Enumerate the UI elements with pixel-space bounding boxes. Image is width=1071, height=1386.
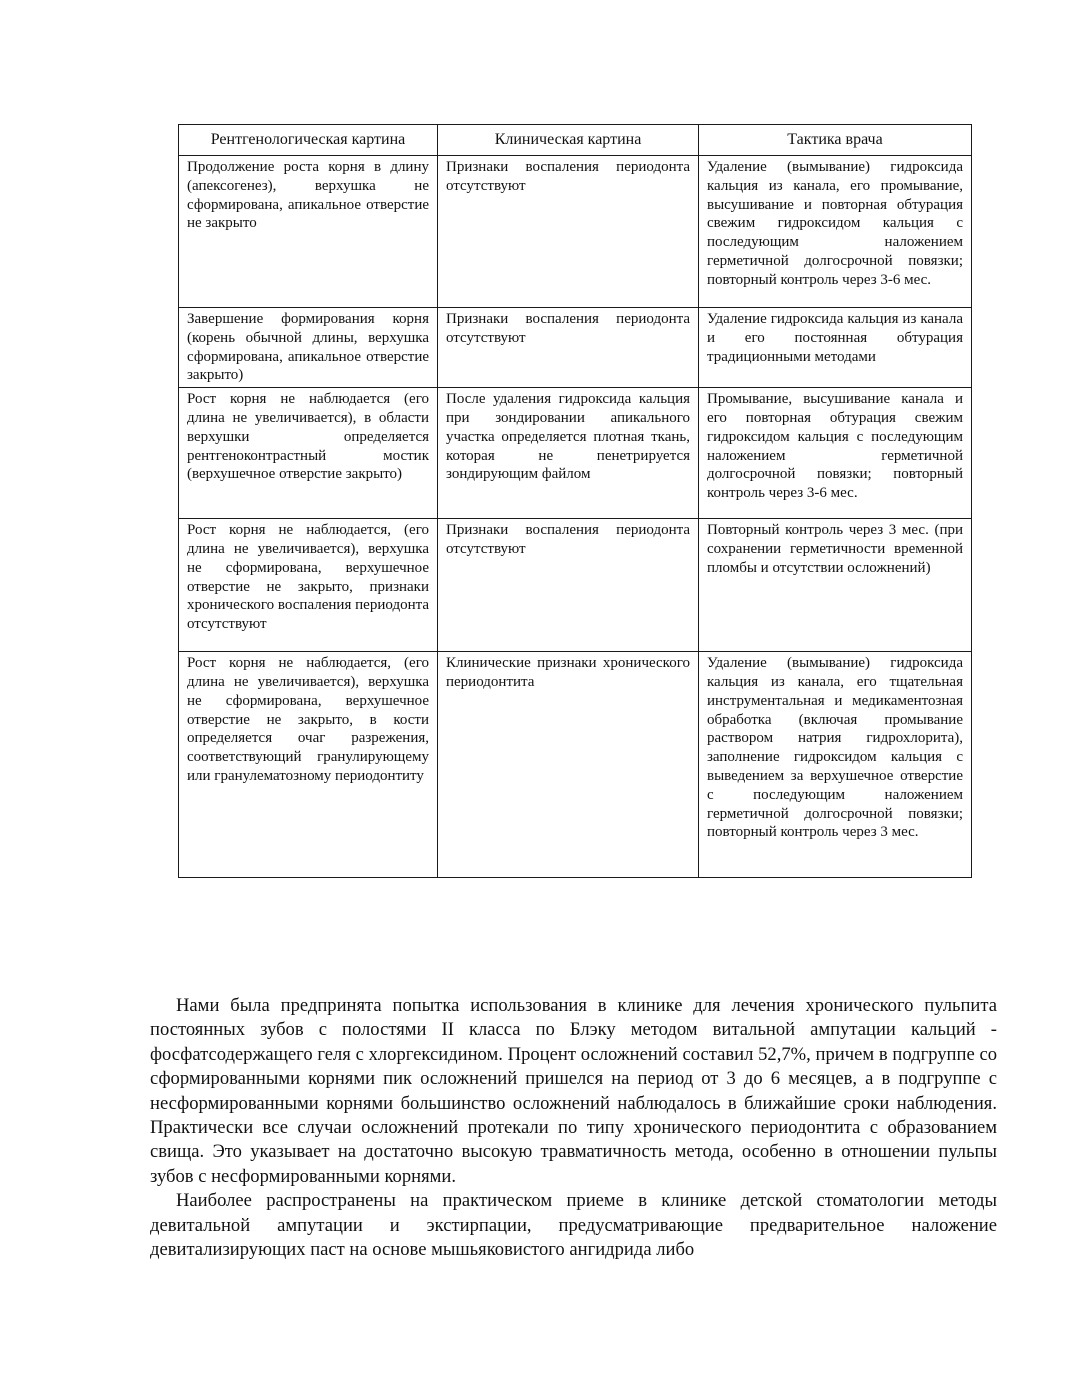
header-clinic: Клиническая картина bbox=[438, 125, 699, 156]
table-row bbox=[179, 388, 972, 519]
cell-clinic: После удаления гидроксида кальция при зондировании апикального участка определяется плотная ткань, которая не пенетрируется зондирующим файлом bbox=[438, 388, 699, 519]
cell-tactic: Удаление (вымывание) гидроксида кальция из канала, его тщательная инструментальная и медикаментозная обработка (включая промывание раствором натрия гидрохлорита), заполнение гидроксидом кальция с выведением за верхушечное отверстие с последующим наложением герметичной долгосрочной повязки; повторный контроль через 3 мес. bbox=[699, 652, 972, 878]
paragraph: Наиболее распространены на практическом приеме в клинике детской стоматологии методы девитальной ампутации и экстирпации, предусматривающие предварительное наложение девитализирующих паст на основе мышьяковистого ангидрида либо bbox=[150, 1190, 997, 1261]
cell-tactic: Промывание, высушивание канала и его повторная обтурация свежим гидроксидом кальция с последующим наложением герметичной долгосрочной повязки; повторный контроль через 3-6 мес. bbox=[699, 388, 972, 519]
cell-clinic: Признаки воспаления периодонта отсутствуют bbox=[438, 519, 699, 652]
cell-tactic: Удаление (вымывание) гидроксида кальция из канала, его промывание, высушивание и повторная обтурация свежим гидроксидом кальция с последующим наложением герметичной долгосрочной повязки; повторный контроль через 3-6 мес. bbox=[699, 156, 972, 308]
body-text bbox=[150, 994, 997, 1262]
header-xray: Рентгенологическая картина bbox=[179, 125, 438, 156]
cell-xray: Завершение формирования корня (корень обычной длины, верхушка сформирована, апикальное отверстие закрыто) bbox=[179, 308, 438, 388]
cell-xray: Рост корня не наблюдается (его длина не увеличивается), в области верхушки определяется рентгеноконтрастный мостик (верхушечное отверстие закрыто) bbox=[179, 388, 438, 519]
header-tactic: Тактика врача bbox=[699, 125, 972, 156]
cell-clinic: Признаки воспаления периодонта отсутствуют bbox=[438, 308, 699, 388]
cell-tactic: Повторный контроль через 3 мес. (при сохранении герметичности временной пломбы и отсутствии осложнений) bbox=[699, 519, 972, 652]
table-row bbox=[179, 156, 972, 308]
treatment-tactics-table bbox=[178, 124, 972, 878]
table-header-row bbox=[179, 125, 972, 156]
cell-clinic: Признаки воспаления периодонта отсутствуют bbox=[438, 156, 699, 308]
cell-xray: Рост корня не наблюдается, (его длина не увеличивается), верхушка не сформирована, верхушечное отверстие не закрыто, признаки хронического воспаления периодонта отсутствуют bbox=[179, 519, 438, 652]
table-row bbox=[179, 308, 972, 388]
table-row bbox=[179, 652, 972, 878]
cell-xray: Продолжение роста корня в длину (апексогенез), верхушка не сформирована, апикальное отверстие не закрыто bbox=[179, 156, 438, 308]
cell-xray: Рост корня не наблюдается, (его длина не увеличивается), верхушка не сформирована, верхушечное отверстие не закрыто, в кости определяется очаг разрежения, соответствующий гранулирующему или гранулематозному периодонтиту bbox=[179, 652, 438, 878]
cell-tactic: Удаление гидроксида кальция из канала и его постоянная обтурация традиционными методами bbox=[699, 308, 972, 388]
paragraph: Нами была предпринята попытка использования в клинике для лечения хронического пульпита постоянных зубов с полостями II класса по Блэку методом витальной ампутации кальций - фосфатсодержащего геля с хлоргексидином. Процент осложнений составил 52,7%, причем в подгруппе со сформированными корнями пик осложнений пришелся на период от 3 до 6 месяцев, а в подгруппе с несформированными корнями большинство осложнений наблюдалось в ближайшие сроки наблюдения. Практически все случаи осложнений протекали по типу хронического периодонтита с образованием свища. Это указывает на достаточно высокую травматичность метода, особенно в отношении пульпы зубов с несформированными корнями. bbox=[150, 995, 997, 1187]
table-row bbox=[179, 519, 972, 652]
cell-clinic: Клинические признаки хронического периодонтита bbox=[438, 652, 699, 878]
